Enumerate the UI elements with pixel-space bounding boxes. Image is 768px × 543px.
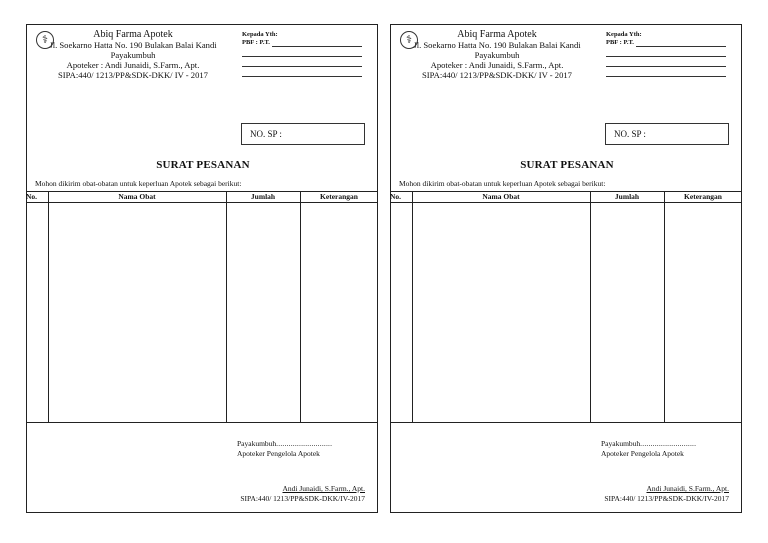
signature-role: Apoteker Pengelola Apotek [237, 449, 320, 458]
pharmacist-signature [604, 484, 729, 504]
col-drug-name: Nama Obat [482, 192, 520, 201]
recipient-pbf: PBF : P.T. [606, 39, 634, 46]
pbf-blank [636, 39, 726, 47]
pharmacy-city: Payakumbuh [474, 50, 520, 60]
form-title: SURAT PESANAN [520, 159, 614, 171]
pharmacy-emblem-icon: ⚕ [400, 31, 418, 49]
col-drug-name: Nama Obat [118, 192, 156, 201]
col-no: No. [26, 192, 38, 201]
recipient-label: Kepada Yth: [606, 31, 642, 38]
order-form-right [390, 24, 742, 513]
table-header [26, 192, 378, 203]
pharmacy-city: Payakumbuh [110, 50, 156, 60]
signature-role: Apoteker Pengelola Apotek [601, 449, 684, 458]
pharmacy-address: Jl. Soekarno Hatta No. 190 Bulakan Balai Kandi [49, 40, 217, 50]
recipient-block [242, 31, 362, 77]
address-blank-line [606, 47, 726, 57]
address-blank-line [242, 67, 362, 77]
recipient-block [606, 31, 726, 77]
column-divider [412, 192, 413, 422]
pharmacist-line: Apoteker : Andi Junaidi, S.Farm., Apt. [66, 60, 200, 70]
col-quantity: Jumlah [614, 192, 640, 201]
sp-number-box: NO. SP : [241, 123, 365, 145]
col-no: No. [390, 192, 402, 201]
pharmacist-line: Apoteker : Andi Junaidi, S.Farm., Apt. [430, 60, 564, 70]
signature-block: Payakumbuh........................... Apoteker Pengelola Apotek [601, 439, 697, 458]
signature-place: Payakumbuh [601, 439, 641, 448]
col-quantity: Jumlah [250, 192, 276, 201]
pharmacist-signature [240, 484, 365, 504]
pbf-blank [272, 39, 362, 47]
order-form-left [26, 24, 378, 513]
signature-block: Payakumbuh........................... Apoteker Pengelola Apotek [237, 439, 333, 458]
pharmacy-emblem-icon: ⚕ [36, 31, 54, 49]
order-table [26, 191, 378, 423]
license-line: SIPA:440/ 1213/PP&SDK-DKK/ IV - 2017 [422, 70, 572, 80]
column-divider [590, 192, 591, 422]
pharmacy-address: Jl. Soekarno Hatta No. 190 Bulakan Balai Kandi [413, 40, 581, 50]
column-divider [226, 192, 227, 422]
col-notes: Keterangan [320, 192, 358, 201]
pharmacy-header [27, 29, 239, 80]
column-divider [300, 192, 301, 422]
form-title: SURAT PESANAN [156, 159, 250, 171]
column-divider [48, 192, 49, 422]
pharmacy-name: Abiq Farma Apotek [457, 29, 537, 40]
column-divider [664, 192, 665, 422]
address-blank-line [606, 67, 726, 77]
pharmacy-name: Abiq Farma Apotek [93, 29, 173, 40]
pharmacist-license: SIPA:440/ 1213/PP&SDK-DKK/IV-2017 [240, 494, 365, 503]
table-header [390, 192, 742, 203]
col-notes: Keterangan [684, 192, 722, 201]
signature-place: Payakumbuh [237, 439, 277, 448]
recipient-label: Kepada Yth: [242, 31, 278, 38]
pharmacist-name: Andi Junaidi, S.Farm., Apt. [646, 484, 729, 493]
pharmacy-header [391, 29, 603, 80]
order-table [390, 191, 742, 423]
address-blank-line [606, 57, 726, 67]
address-blank-line [242, 57, 362, 67]
address-blank-line [242, 47, 362, 57]
recipient-pbf: PBF : P.T. [242, 39, 270, 46]
pharmacist-name: Andi Junaidi, S.Farm., Apt. [282, 484, 365, 493]
intro-text: Mohon dikirim obat-obatan untuk keperluan Apotek sebagai berikut: [35, 179, 242, 188]
pharmacist-license: SIPA:440/ 1213/PP&SDK-DKK/IV-2017 [604, 494, 729, 503]
license-line: SIPA:440/ 1213/PP&SDK-DKK/ IV - 2017 [58, 70, 208, 80]
intro-text: Mohon dikirim obat-obatan untuk keperluan Apotek sebagai berikut: [399, 179, 606, 188]
sp-number-box: NO. SP : [605, 123, 729, 145]
